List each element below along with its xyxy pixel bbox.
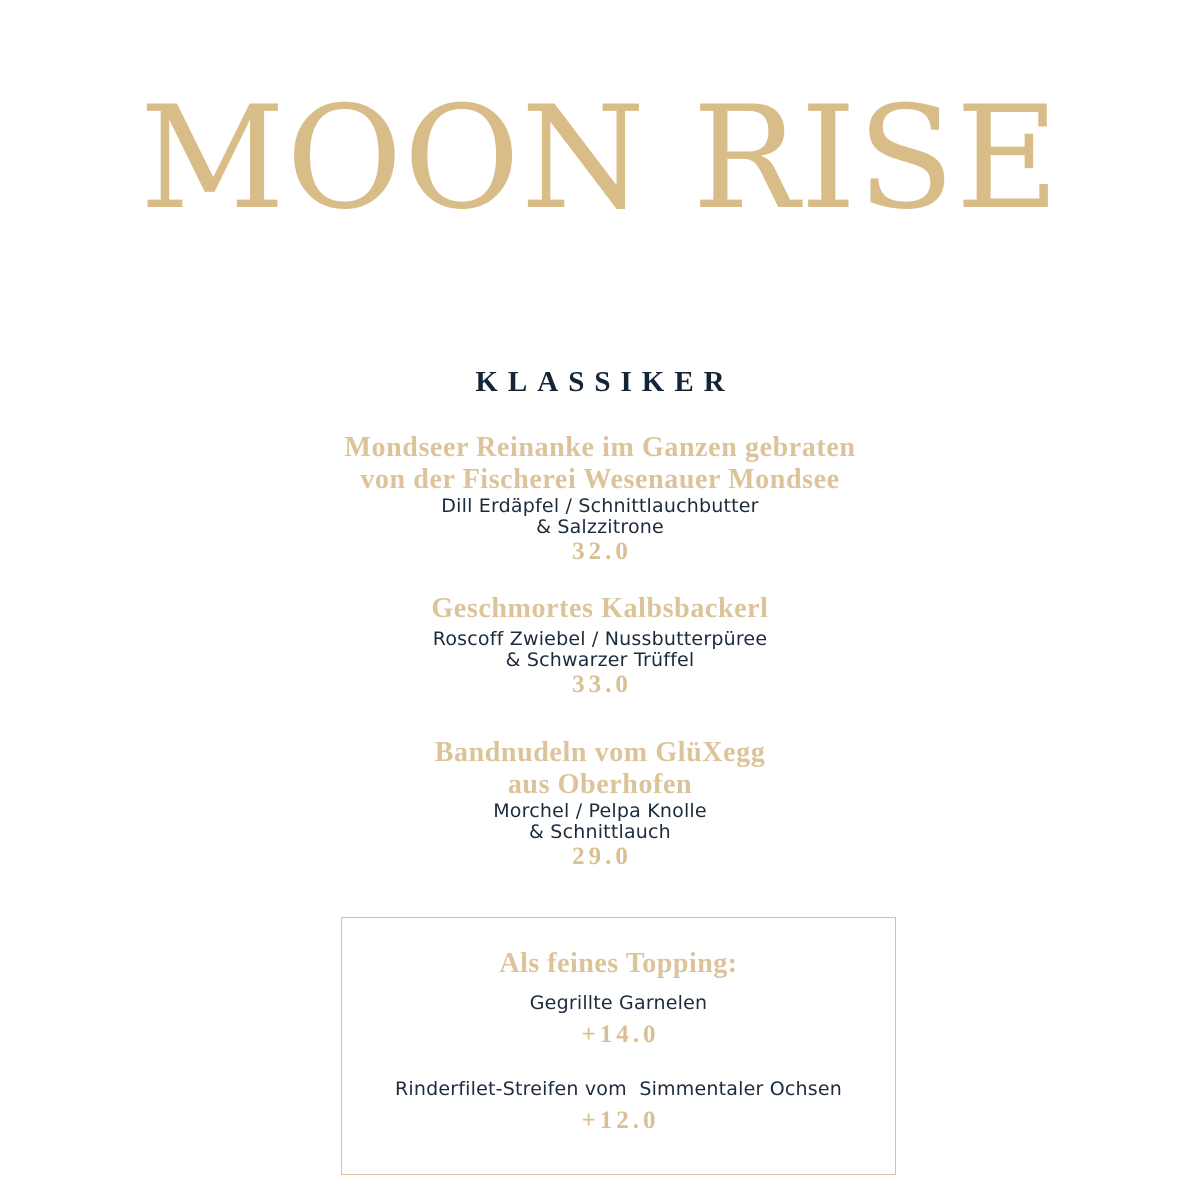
menu-item bbox=[0, 593, 1200, 698]
menu-item bbox=[0, 737, 1200, 870]
dish-name: Mondseer Reinanke im Ganzen gebraten bbox=[344, 432, 856, 463]
dish-name: aus Oberhofen bbox=[507, 769, 693, 800]
dish-name: Geschmortes Kalbsbackerl bbox=[431, 593, 769, 624]
topping-name: Gegrillte Garnelen bbox=[529, 992, 708, 1014]
dish-name: Bandnudeln vom GlüXegg bbox=[434, 737, 766, 768]
topping-item bbox=[342, 1077, 895, 1134]
dish-description: Morchel / Pelpa Knolle bbox=[493, 800, 707, 822]
dish-description: Dill Erdäpfel / Schnittlauchbutter bbox=[441, 495, 759, 517]
brand-title: MOON RISE bbox=[139, 76, 1061, 241]
topping-price: +12.0 bbox=[581, 1107, 660, 1134]
dish-description: & Salzzitrone bbox=[536, 516, 664, 538]
topping-name: Rinderfilet-Streifen vom Simmentaler Ochsen bbox=[395, 1078, 842, 1100]
topping-price: +14.0 bbox=[581, 1021, 660, 1048]
menu-item bbox=[0, 432, 1200, 565]
dish-description: & Schnittlauch bbox=[529, 821, 671, 843]
dish-price: 33.0 bbox=[572, 671, 632, 698]
dish-price: 29.0 bbox=[572, 843, 632, 870]
topping-title: Als feines Topping: bbox=[499, 948, 738, 979]
dish-name: von der Fischerei Wesenauer Mondsee bbox=[360, 464, 840, 495]
topping-item bbox=[342, 991, 895, 1048]
topping-box bbox=[341, 917, 896, 1175]
dish-description: & Schwarzer Trüffel bbox=[505, 649, 695, 671]
dish-description: Roscoff Zwiebel / Nussbutterpüree bbox=[432, 628, 768, 650]
section-title: KLASSIKER bbox=[475, 366, 735, 398]
dish-price: 32.0 bbox=[572, 538, 632, 565]
